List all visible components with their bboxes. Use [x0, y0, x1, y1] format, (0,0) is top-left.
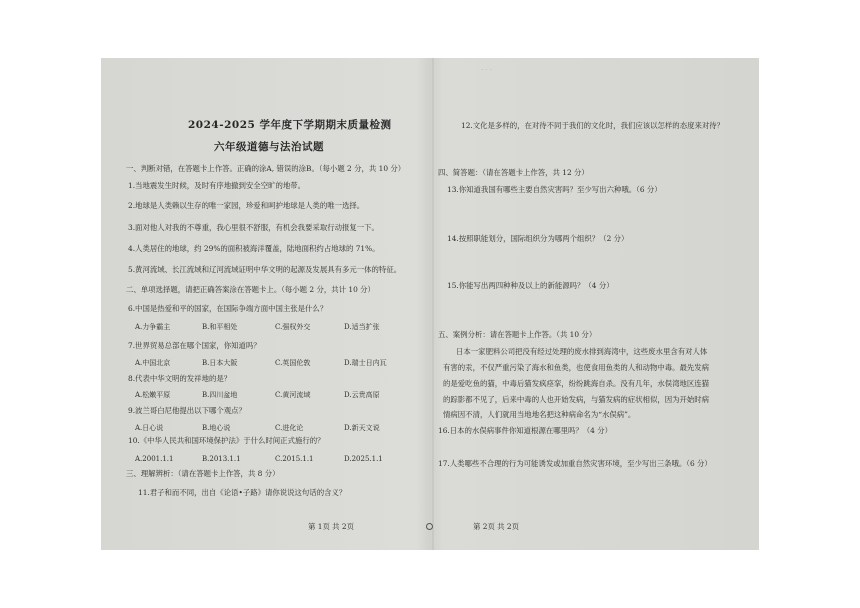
q10-option-b: B.2013.1.1 [202, 455, 241, 463]
question-2: 2.地球是人类赖以生存的唯一家园，珍爱和呵护地球是人类的唯一选择。 [128, 201, 365, 210]
exam-title: 2024-2025 学年度下学期期末质量检测 [188, 119, 392, 131]
q10-option-a: A.2001.1.1 [135, 455, 174, 463]
q8-option-b: B.四川盆地 [202, 391, 238, 399]
page-fold [432, 58, 434, 550]
question-17: 17.人类哪些不合理的行为可能诱发或加重自然灾害环境，至少写出三条哦。（6 分） [438, 459, 712, 468]
question-16: 16.日本的水俣病事件你知道根源在哪里吗？（4 分） [438, 426, 613, 435]
q10-option-c: C.2015.1.1 [275, 455, 314, 463]
question-15: 15.你能写出两四种种及以上的新能源吗？（4 分） [447, 281, 614, 290]
page-1-footer: 第 1页 共 2页 [308, 522, 355, 531]
page-2-footer: 第 2页 共 2页 [473, 522, 520, 531]
section-5-heading: 五、案例分析：请在答题卡上作答。（共 10 分） [438, 330, 597, 339]
q6-option-c: C.强权外交 [275, 323, 311, 331]
case-line-4: 的踪影都不见了，后来中毒的人也开始发病，与猫发病的症状相似，因为开始时病 [443, 395, 710, 404]
q9-option-c: C.进化论 [275, 424, 304, 432]
q7-option-a: A.中国北京 [135, 359, 171, 367]
q7-option-d: D.瑞士日内瓦 [344, 359, 387, 367]
q8-option-a: A.松嫩平原 [135, 391, 171, 399]
question-8: 8.代表中华文明的发祥地的是？ [128, 374, 232, 383]
q6-option-b: B.和平相处 [202, 323, 238, 331]
exam-subtitle: 六年级道德与法治试题 [214, 141, 324, 153]
question-10: 10.《中华人民共和国环境保护法》于什么时间正式施行的？ [128, 436, 325, 445]
case-line-3: 的是爱吃鱼的猫，中毒后猫发疯痉挛，纷纷跳海自杀。没有几年，水俣湾地区连猫 [443, 379, 710, 388]
question-12: 12.文化是多样的，在对待不同于我们的文化时，我们应该以怎样的态度来对待？ [461, 121, 725, 130]
question-1: 1.当地震发生时候，及时有序地撤到安全空旷的地带。 [128, 181, 306, 190]
q7-option-c: C.英国伦敦 [275, 359, 311, 367]
binding-hole [426, 523, 433, 530]
section-4-heading: 四、简答题：（请在答题卡上作答，共 12 分） [438, 168, 589, 177]
case-line-5: 情病因不清，人们就用当地地名把这种病命名为“水俣病”。 [443, 410, 636, 419]
question-13: 13.你知道我国有哪些主要自然灾害吗？至少写出六种哦。（6 分） [447, 185, 662, 194]
q7-option-b: B.日本大阪 [202, 359, 238, 367]
section-3-heading: 三、理解辨析：（请在答题卡上作答，共 8 分） [126, 469, 280, 478]
bleed-through: · · · [481, 66, 493, 74]
exam-paper [101, 58, 759, 550]
question-7: 7.世界贸易总部在哪个国家，你知道吗？ [128, 341, 261, 350]
question-11: 11.君子和而不同，出自《论语•子路》请你说说这句话的含义？ [138, 488, 347, 497]
q6-option-d: D.适当扩张 [344, 323, 380, 331]
q10-option-d: D.2025.1.1 [344, 455, 383, 463]
section-1-heading: 一、判断对错，在答题卡上作答。正确的涂A, 错误的涂B。（每小题 2 分，共 10 分） [126, 164, 406, 173]
case-line-2: 有害的汞，不仅严重污染了海水和鱼类，也使食用鱼类的人和动物中毒。最先发病 [443, 363, 710, 372]
q9-option-d: D.新天文说 [344, 424, 380, 432]
question-14: 14.按照职能划分，国际组织分为哪两个组织？（2 分） [447, 234, 629, 243]
q9-option-b: B.地心说 [202, 424, 231, 432]
q8-option-d: D.云贵高原 [344, 391, 380, 399]
question-3: 3.面对他人对我的不尊重，我心里很不舒服，有机会我要采取行动报复一下。 [128, 223, 379, 232]
case-line-1: 日本一家肥料公司把没有经过处理的废水排到海湾中，这些废水里含有对人体 [456, 347, 708, 356]
q8-option-c: C.黄河流域 [275, 391, 311, 399]
q9-option-a: A.日心说 [135, 424, 164, 432]
q6-option-a: A.力争霸主 [135, 323, 171, 331]
question-9: 9.波兰哥白尼他提出以下哪个观点？ [128, 406, 246, 415]
question-5: 5.黄河流域、长江流域和辽河流域证明中华文明的起源及发展具有多元一体的特征。 [128, 265, 402, 274]
section-2-heading: 二、单项选择题，请把正确答案涂在答题卡上。（每小题 2 分，共计 10 分） [126, 285, 375, 294]
question-4: 4.人类居住的地球，约 29%的面积被海洋覆盖，陆地面积约占地球的 71%。 [128, 244, 380, 253]
question-6: 6.中国是热爱和平的国家，在国际争端方面中国主张是什么？ [128, 304, 328, 313]
